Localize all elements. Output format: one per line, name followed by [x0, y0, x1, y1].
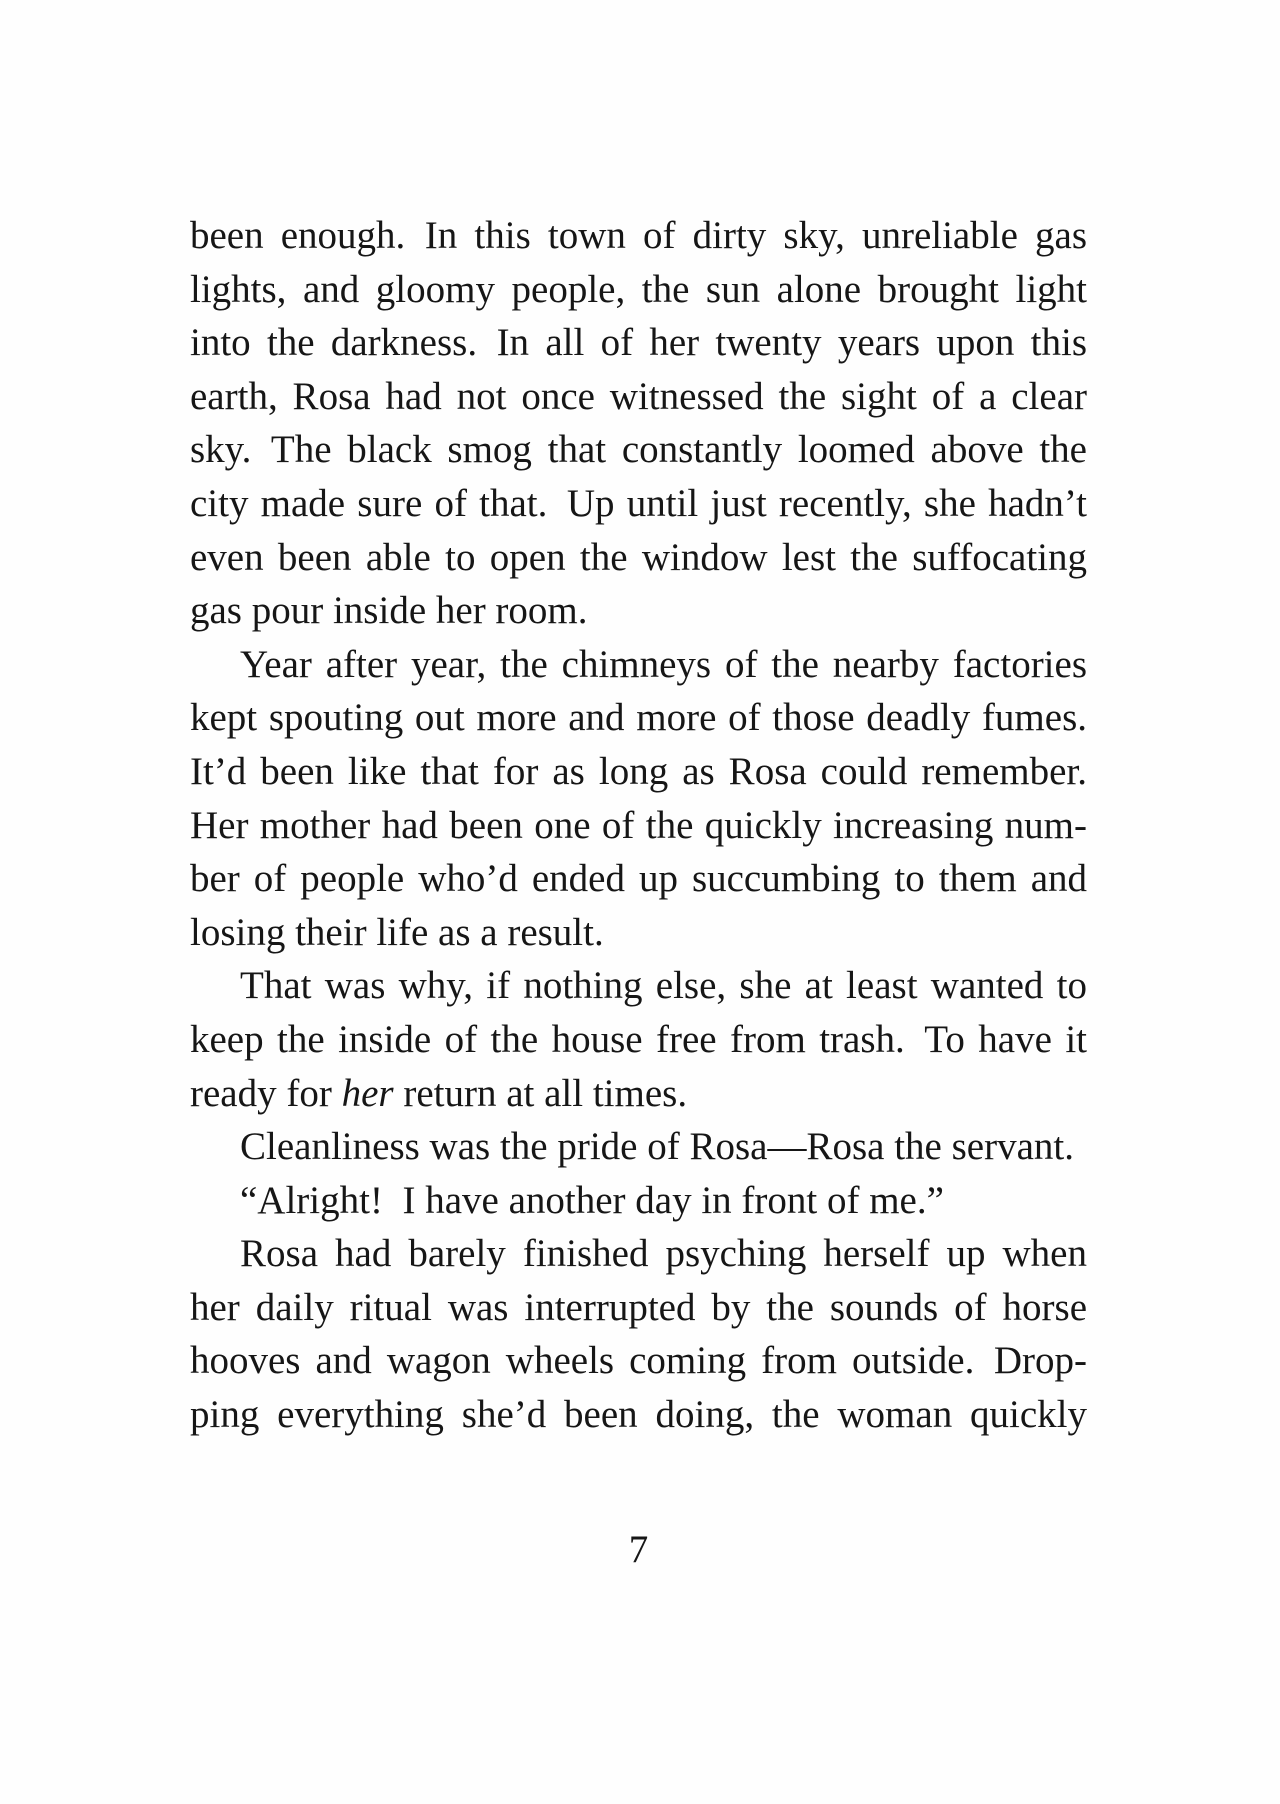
- paragraph: [190, 1120, 1087, 1174]
- page-number: 7: [628, 1528, 649, 1571]
- text-run: Her mother had been one of the quickly increasing num-: [190, 803, 1087, 847]
- text-line: [190, 799, 1087, 853]
- text-line: [190, 1120, 1087, 1174]
- text-run: return at all times.: [393, 1071, 688, 1115]
- text-line: [190, 745, 1087, 799]
- text-run: lights, and gloomy people, the sun alone brought light: [190, 267, 1087, 311]
- page-text: [190, 209, 1087, 1442]
- text-line: [190, 906, 1087, 960]
- text-run: ber of people who’d ended up succumbing to them and: [190, 857, 1087, 901]
- text-run: sky. The black smog that constantly loomed above the: [190, 428, 1087, 472]
- text-line: [190, 1013, 1087, 1067]
- text-line: [190, 370, 1087, 424]
- text-run: losing their life as a result.: [190, 910, 604, 954]
- text-run: her daily ritual was interrupted by the sounds of horse: [190, 1285, 1087, 1329]
- text-line: [190, 1174, 1087, 1228]
- text-line: [190, 638, 1087, 692]
- text-line: [190, 852, 1087, 906]
- text-run: Cleanliness was the pride of Rosa—Rosa the servant.: [240, 1125, 1074, 1169]
- text-run: into the darkness. In all of her twenty years upon this: [190, 321, 1087, 365]
- text-line: [190, 1388, 1087, 1442]
- paragraph: [190, 1227, 1087, 1441]
- text-run: ping everything she’d been doing, the woman quickly: [190, 1393, 1087, 1437]
- text-run: That was why, if nothing else, she at least wanted to: [240, 964, 1087, 1008]
- text-line: [190, 584, 1087, 638]
- text-run: hooves and wagon wheels coming from outside. Drop-: [190, 1339, 1087, 1383]
- text-line: [190, 1281, 1087, 1335]
- paragraph: [190, 959, 1087, 1120]
- text-run: ready for: [190, 1071, 342, 1115]
- text-run: “Alright! I have another day in front of me.”: [240, 1178, 944, 1222]
- text-line: [190, 691, 1087, 745]
- text-line: [190, 1334, 1087, 1388]
- text-run: kept spouting out more and more of those deadly fumes.: [190, 696, 1087, 740]
- text-run: earth, Rosa had not once witnessed the sight of a clear: [190, 374, 1087, 418]
- text-line: [190, 959, 1087, 1013]
- text-run: been enough. In this town of dirty sky, unreliable gas: [190, 214, 1087, 257]
- text-run: Year after year, the chimneys of the nearby factories: [240, 642, 1087, 686]
- paragraph: [190, 209, 1087, 638]
- text-run: gas pour inside her room.: [190, 589, 588, 633]
- text-line: [190, 209, 1087, 263]
- italic-text: her: [341, 1071, 394, 1115]
- text-run: even been able to open the window lest the suffocating: [190, 535, 1087, 579]
- text-line: [190, 263, 1087, 317]
- text-run: It’d been like that for as long as Rosa could remember.: [190, 749, 1087, 793]
- text-line: [190, 423, 1087, 477]
- text-line: [190, 1227, 1087, 1281]
- text-line: [190, 1067, 1087, 1121]
- text-run: Rosa had barely finished psyching herself up when: [240, 1232, 1087, 1276]
- paragraph: [190, 1174, 1087, 1228]
- text-run: keep the inside of the house free from trash. To have it: [190, 1017, 1087, 1061]
- text-line: [190, 477, 1087, 531]
- text-line: [190, 531, 1087, 585]
- text-run: city made sure of that. Up until just recently, she hadn’t: [190, 481, 1087, 525]
- text-line: [190, 316, 1087, 370]
- paragraph: [190, 638, 1087, 960]
